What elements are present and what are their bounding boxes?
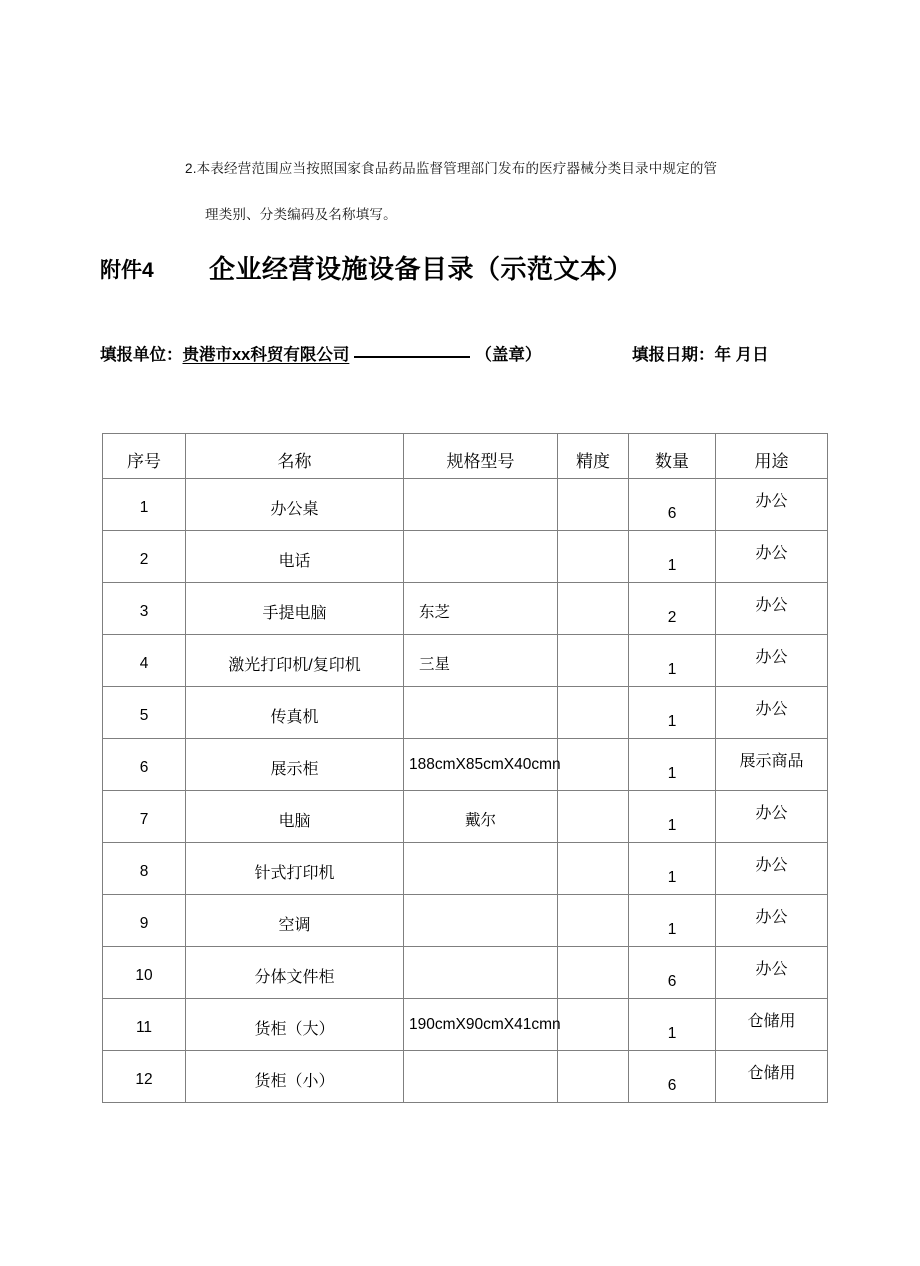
cell-name: 激光打印机/复印机	[186, 635, 404, 687]
cell-index: 1	[103, 479, 186, 531]
cell-name: 货柜（大）	[186, 999, 404, 1051]
cell-index: 8	[103, 843, 186, 895]
cell-use: 展示商品	[716, 739, 828, 791]
col-header-index: 序号	[103, 434, 186, 479]
cell-name: 电脑	[186, 791, 404, 843]
cell-name: 电话	[186, 531, 404, 583]
cell-spec: 三星	[404, 635, 558, 687]
cell-qty: 6	[629, 947, 716, 999]
table-row	[103, 687, 828, 739]
cell-precision	[558, 635, 629, 687]
blank-underline	[354, 356, 470, 358]
cell-index: 10	[103, 947, 186, 999]
table-row	[103, 1051, 828, 1103]
note-line-1: 2.本表经营范围应当按照国家食品药品监督管理部门发布的医疗器械分类目录中规定的管	[185, 161, 718, 176]
cell-index: 3	[103, 583, 186, 635]
cell-use: 办公	[716, 635, 828, 687]
cell-index: 2	[103, 531, 186, 583]
cell-index: 7	[103, 791, 186, 843]
cell-spec	[404, 843, 558, 895]
cell-index: 6	[103, 739, 186, 791]
cell-use: 仓储用	[716, 1051, 828, 1103]
col-header-use: 用途	[716, 434, 828, 479]
table-row	[103, 895, 828, 947]
cell-spec	[404, 687, 558, 739]
cell-qty: 6	[629, 1051, 716, 1103]
cell-spec	[404, 1051, 558, 1103]
table-row	[103, 479, 828, 531]
cell-precision	[558, 895, 629, 947]
cell-index: 9	[103, 895, 186, 947]
equipment-table	[102, 433, 828, 1103]
cell-index: 4	[103, 635, 186, 687]
cell-qty: 1	[629, 895, 716, 947]
date-value: 年 月日	[714, 346, 769, 364]
cell-spec: 188cmX85cmX40cmn	[404, 739, 558, 791]
cell-qty: 1	[629, 843, 716, 895]
cell-spec: 东芝	[404, 583, 558, 635]
cell-name: 办公桌	[186, 479, 404, 531]
seal-label: （盖章）	[475, 346, 542, 364]
cell-use: 办公	[716, 583, 828, 635]
cell-name: 货柜（小）	[186, 1051, 404, 1103]
equipment-table-body	[103, 479, 828, 1103]
cell-precision	[558, 843, 629, 895]
page-title: 企业经营设施设备目录（示范文本）	[209, 254, 634, 284]
cell-precision	[558, 791, 629, 843]
col-header-name: 名称	[186, 434, 404, 479]
cell-spec	[404, 531, 558, 583]
cell-precision	[558, 687, 629, 739]
unit-label: 填报单位：	[100, 346, 183, 364]
date-label: 填报日期：	[632, 346, 715, 364]
cell-name: 展示柜	[186, 739, 404, 791]
cell-spec	[404, 895, 558, 947]
cell-spec	[404, 479, 558, 531]
cell-qty: 1	[629, 531, 716, 583]
cell-precision	[558, 739, 629, 791]
cell-precision	[558, 583, 629, 635]
cell-qty: 1	[629, 999, 716, 1051]
note-line-2: 理类别、分类编码及名称填写。	[205, 207, 397, 222]
cell-qty: 1	[629, 791, 716, 843]
cell-index: 12	[103, 1051, 186, 1103]
cell-use: 办公	[716, 791, 828, 843]
cell-name: 传真机	[186, 687, 404, 739]
table-row	[103, 791, 828, 843]
cell-precision	[558, 999, 629, 1051]
col-header-spec: 规格型号	[404, 434, 558, 479]
col-header-precision: 精度	[558, 434, 629, 479]
table-row	[103, 999, 828, 1051]
cell-name: 分体文件柜	[186, 947, 404, 999]
table-row	[103, 843, 828, 895]
cell-precision	[558, 531, 629, 583]
cell-index: 11	[103, 999, 186, 1051]
cell-use: 办公	[716, 687, 828, 739]
attachment-label: 附件4	[100, 259, 154, 282]
cell-use: 办公	[716, 947, 828, 999]
cell-precision	[558, 479, 629, 531]
cell-precision	[558, 947, 629, 999]
cell-use: 仓储用	[716, 999, 828, 1051]
table-header-row	[103, 434, 828, 479]
cell-name: 空调	[186, 895, 404, 947]
filing-unit-line	[100, 341, 541, 365]
table-row	[103, 739, 828, 791]
cell-qty: 6	[629, 479, 716, 531]
cell-precision	[558, 1051, 629, 1103]
cell-qty: 1	[629, 687, 716, 739]
col-header-qty: 数量	[629, 434, 716, 479]
table-row	[103, 947, 828, 999]
cell-qty: 2	[629, 583, 716, 635]
cell-use: 办公	[716, 479, 828, 531]
cell-index: 5	[103, 687, 186, 739]
filing-date-line	[632, 341, 769, 365]
cell-name: 手提电脑	[186, 583, 404, 635]
cell-spec: 190cmX90cmX41cmn	[404, 999, 558, 1051]
unit-value: 贵港市xx科贸有限公司	[182, 346, 350, 364]
cell-name: 针式打印机	[186, 843, 404, 895]
cell-use: 办公	[716, 895, 828, 947]
table-row	[103, 583, 828, 635]
table-row	[103, 531, 828, 583]
cell-qty: 1	[629, 739, 716, 791]
cell-spec	[404, 947, 558, 999]
cell-spec: 戴尔	[404, 791, 558, 843]
cell-qty: 1	[629, 635, 716, 687]
cell-use: 办公	[716, 531, 828, 583]
cell-use: 办公	[716, 843, 828, 895]
table-row	[103, 635, 828, 687]
